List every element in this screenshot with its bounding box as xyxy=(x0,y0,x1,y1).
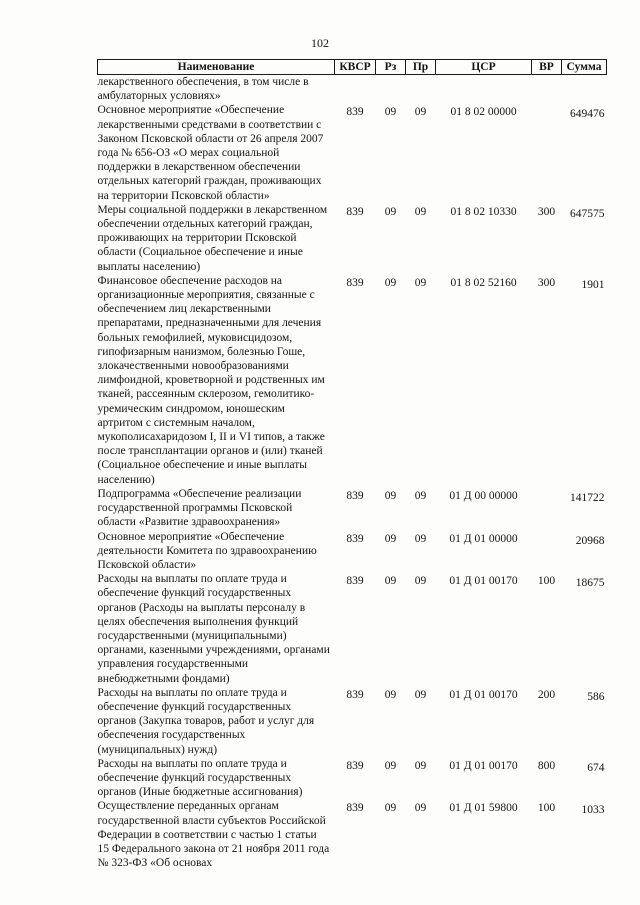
row-rz: 09 xyxy=(384,106,397,119)
row-sum: 649476 xyxy=(570,108,605,121)
row-kvsr: 839 xyxy=(346,205,364,218)
row-kvsr: 839 xyxy=(346,489,364,502)
row-name: Основное мероприятие «Обеспечение деятельности Комитета по здравоохранению Псковской области» xyxy=(97,530,317,571)
row-rz: 09 xyxy=(384,489,397,502)
row-name: Финансовое обеспечение расходов на организационные мероприятия, связанные с обеспечением лиц лекарственными препаратами, предназначенными для лечения больных гемофилией, муковисцидозом, гипофизарным нанизмом, болезнью Гоше, злокачественными новообразованиями лимфоидной, кроветворной и родственных им тканей, рассеянным склерозом, гемолитико-уремическим синдромом, юношеским артритом с системным началом, мукополисахаридозом I, II и VI типов, а также после трансплантации органов и (или) тканей (Социальное обеспечение и иные выплаты населению) xyxy=(97,274,325,486)
row-kvsr: 839 xyxy=(346,802,364,815)
row-pr xyxy=(406,75,436,104)
page-number: 102 xyxy=(311,36,329,50)
row-vr: 800 xyxy=(537,759,556,772)
row-rz: 09 xyxy=(384,532,397,545)
row-vr: 100 xyxy=(537,802,556,815)
row-pr: 09 xyxy=(414,532,427,545)
row-name: Основное мероприятие «Обеспечение лекарственными средствами в соответствии с Законом Псковской области от 26 апреля 2007 года № 656-ОЗ «О мерах социальной поддержки в лекарственном обеспечении отдельных категорий граждан, проживающих на территории Псковской области» xyxy=(97,104,324,202)
row-vr: 300 xyxy=(537,205,556,218)
row-pr: 09 xyxy=(414,205,427,218)
row-vr: 300 xyxy=(537,276,556,289)
table-row xyxy=(98,757,607,800)
header-pr: Пр xyxy=(406,60,436,75)
row-csr: 01 8 02 52160 xyxy=(450,276,517,289)
row-vr xyxy=(532,487,562,530)
row-sum: 647575 xyxy=(570,207,605,220)
row-pr: 09 xyxy=(414,276,427,289)
table-row xyxy=(98,75,607,104)
row-sum xyxy=(562,75,607,104)
row-kvsr: 839 xyxy=(346,575,364,588)
row-rz xyxy=(376,75,406,104)
row-sum: 1033 xyxy=(581,804,605,817)
row-csr: 01 Д 01 00170 xyxy=(449,759,518,772)
row-vr xyxy=(532,75,562,104)
row-csr: 01 8 02 00000 xyxy=(450,106,517,119)
table-row xyxy=(98,686,607,757)
table-row xyxy=(98,799,607,870)
row-csr: 01 Д 01 00170 xyxy=(449,688,518,701)
row-name: Расходы на выплаты по оплате труда и обеспечение функций государственных органов (Расходы на выплаты персоналу в целях обеспечения выполнения функций государственными (муниципальными) органами, казенными учреждениями, органами управления государственными внебюджетными фондами) xyxy=(97,573,330,685)
row-csr: 01 Д 01 00000 xyxy=(449,532,518,545)
header-kvsr: КВСР xyxy=(335,60,376,75)
row-rz: 09 xyxy=(384,759,397,772)
header-name: Наименование xyxy=(98,60,335,75)
budget-table xyxy=(97,59,607,870)
row-csr: 01 Д 01 59800 xyxy=(449,802,518,815)
row-sum: 674 xyxy=(587,761,605,774)
row-sum: 141722 xyxy=(570,491,605,504)
row-vr xyxy=(532,103,562,202)
row-sum: 20968 xyxy=(575,534,605,547)
row-rz: 09 xyxy=(384,205,397,218)
header-sum: Сумма xyxy=(562,60,607,75)
row-pr: 09 xyxy=(414,759,427,772)
row-kvsr xyxy=(335,75,376,104)
table-row xyxy=(98,487,607,530)
row-kvsr: 839 xyxy=(346,759,364,772)
row-csr: 01 Д 01 00170 xyxy=(449,575,518,588)
row-kvsr: 839 xyxy=(346,688,364,701)
row-sum: 18675 xyxy=(575,577,605,590)
row-kvsr: 839 xyxy=(346,276,364,289)
header-rz: Рз xyxy=(376,60,406,75)
table-row xyxy=(98,203,607,274)
row-kvsr: 839 xyxy=(346,532,364,545)
row-vr: 100 xyxy=(537,575,556,588)
row-pr: 09 xyxy=(414,688,427,701)
row-csr: 01 8 02 10330 xyxy=(450,205,517,218)
row-pr: 09 xyxy=(414,802,427,815)
row-rz: 09 xyxy=(384,575,397,588)
row-pr: 09 xyxy=(414,489,427,502)
row-pr: 09 xyxy=(414,106,427,119)
row-name: Расходы на выплаты по оплате труда и обеспечение функций государственных органов (Закупка товаров, работ и услуг для обеспечения государственных (муниципальных) нужд) xyxy=(97,686,315,756)
row-csr xyxy=(436,75,532,104)
row-rz: 09 xyxy=(384,802,397,815)
table-row xyxy=(98,274,607,487)
row-sum: 1901 xyxy=(581,278,605,291)
row-rz: 09 xyxy=(384,276,397,289)
row-name: Подпрограмма «Обеспечение реализации государственной программы Псковской области «Развитие здравоохранения» xyxy=(97,487,302,529)
header-csr: ЦСР xyxy=(436,60,532,75)
row-name: Осуществление переданных органам государственной власти субъектов Российской Федерации в соответствии с частью 1 статьи 15 Федерального закона от 21 ноября 2011 года № 323-ФЗ «Об основах xyxy=(97,800,330,870)
row-vr xyxy=(532,530,562,573)
table-row xyxy=(98,572,607,686)
header-vr: ВР xyxy=(532,60,562,75)
table-header-row xyxy=(98,60,607,75)
row-sum: 586 xyxy=(587,690,605,703)
table-row xyxy=(98,530,607,573)
row-vr: 200 xyxy=(537,688,556,701)
table-row xyxy=(98,103,607,202)
row-name: Меры социальной поддержки в лекарственном обеспечении отдельных категорий граждан, проживающих на территории Псковской области (Социальное обеспечение и иные выплаты населению) xyxy=(97,203,328,273)
row-kvsr: 839 xyxy=(346,106,364,119)
row-rz: 09 xyxy=(384,688,397,701)
row-pr: 09 xyxy=(414,575,427,588)
row-csr: 01 Д 00 00000 xyxy=(449,489,518,502)
row-name: Расходы на выплаты по оплате труда и обеспечение функций государственных органов (Иные бюджетные ассигнования) xyxy=(97,757,303,799)
row-name: лекарственного обеспечения, в том числе в амбулаторных условиях» xyxy=(97,76,309,103)
